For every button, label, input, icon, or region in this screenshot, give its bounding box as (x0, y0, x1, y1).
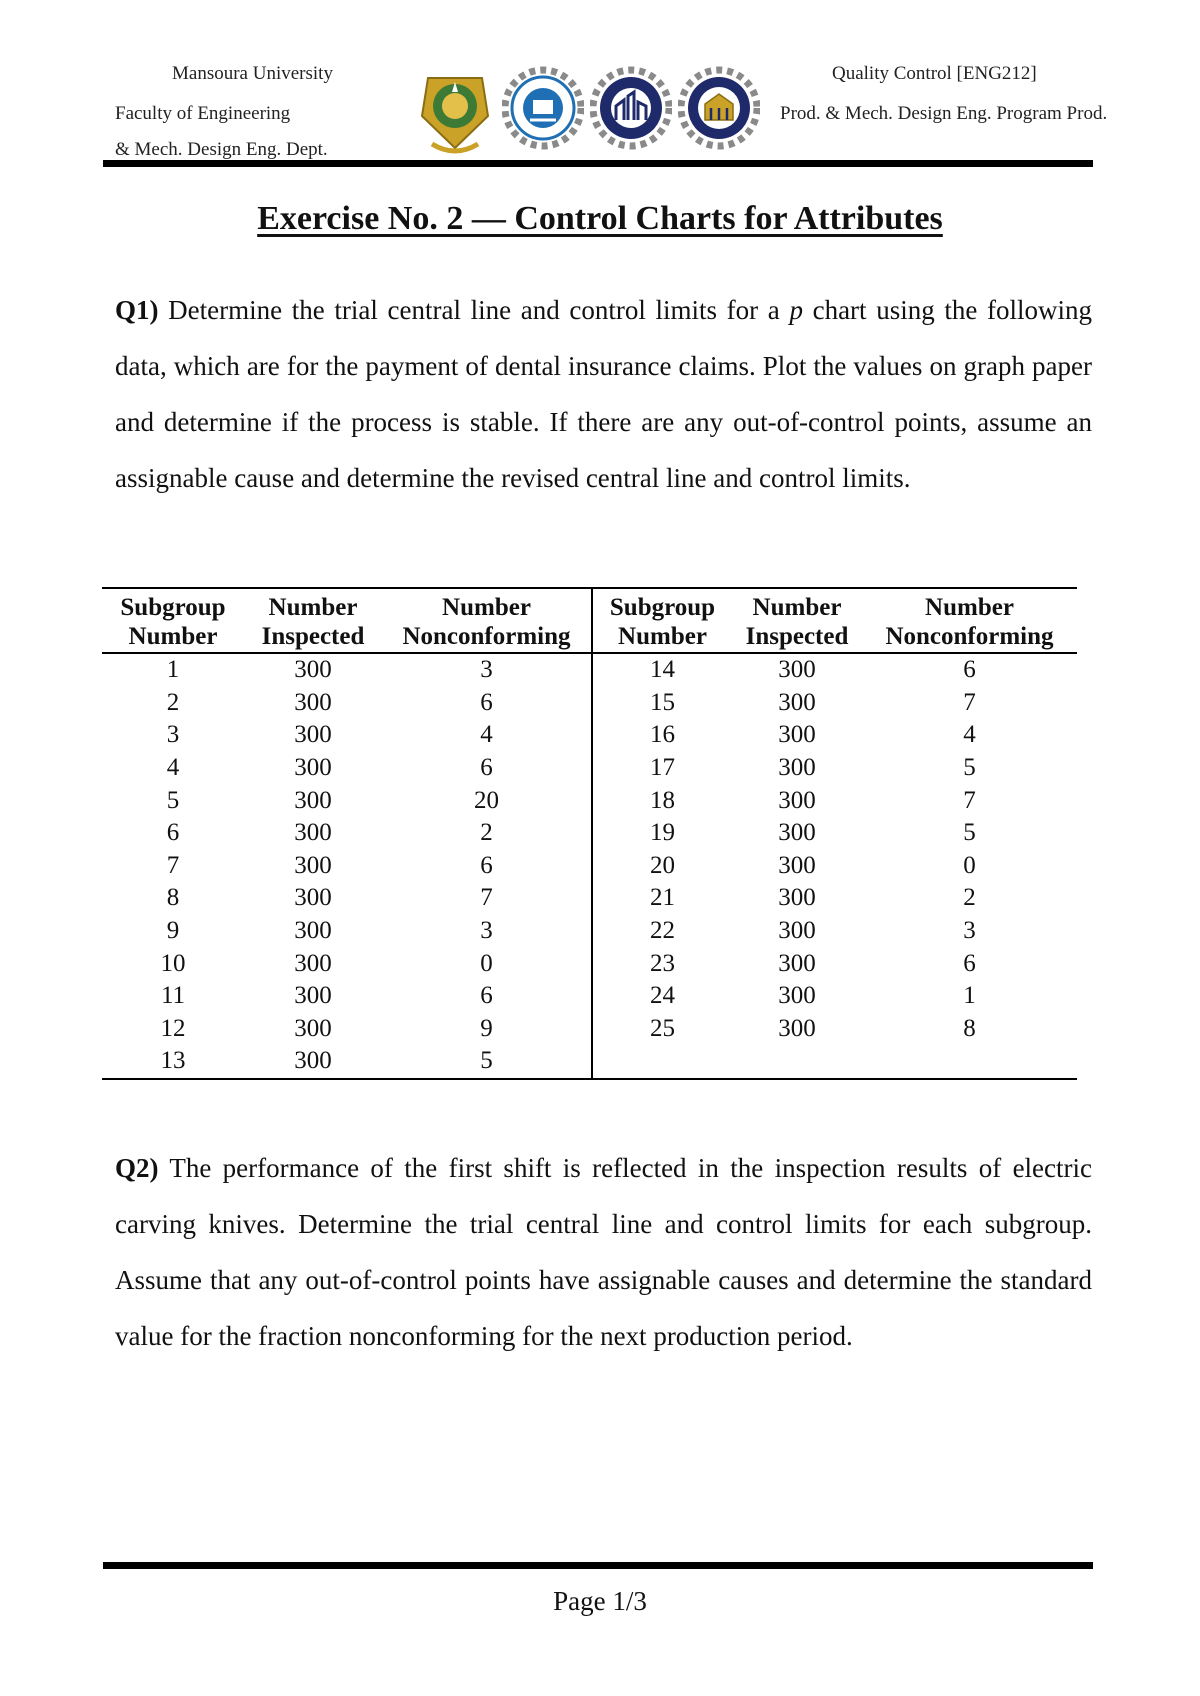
table-row (102, 850, 1077, 883)
table-cell: 23 (650, 949, 675, 977)
table-cell: 11 (160, 982, 186, 1010)
table-cell: 300 (294, 851, 332, 879)
table-cell: 3 (382, 915, 592, 948)
table-cell (862, 1045, 1077, 1079)
table-cell: 300 (778, 884, 816, 912)
page-title: Exercise No. 2 — Control Charts for Attributes (257, 200, 943, 237)
table-cell: 300 (778, 688, 816, 716)
table-header: Subgroup Number (592, 588, 732, 653)
table-cell: 5 (963, 754, 976, 782)
table-cell: 6 (963, 949, 976, 977)
table-header: Number Nonconforming (862, 588, 1077, 653)
table-row (102, 687, 1077, 720)
table-header: Subgroup Number (102, 588, 244, 653)
table-cell: 3 (166, 721, 180, 749)
question-1 (115, 282, 1092, 506)
table-cell: 19 (650, 819, 675, 847)
table-cell: 300 (778, 754, 816, 782)
table-cell: 6 (382, 687, 592, 720)
table-cell: 6 (166, 819, 180, 847)
table-cell: 3 (963, 917, 976, 945)
table-cell: 4 (382, 719, 592, 752)
table-header: Number Inspected (732, 588, 862, 653)
question-1-text-start: Determine the trial central line and control limits for a (158, 295, 790, 325)
table-row (102, 1013, 1077, 1046)
header-logos (414, 58, 766, 158)
table-cell: 4 (166, 754, 180, 782)
table-cell: 300 (244, 1045, 382, 1079)
table-header: Number Nonconforming (382, 588, 592, 653)
question-1-label: Q1) (115, 295, 159, 325)
table-cell: 300 (294, 1014, 332, 1042)
table-row (102, 719, 1077, 752)
table-cell: 0 (382, 947, 592, 980)
building-gear-emblem-icon (590, 58, 672, 158)
question-1-text-end: chart using the following data, which are for the payment of dental insurance claims. Plot the values on graph paper and determine if the process is stable. If there are any out-of-control points, assume an assignable cause and determine the revised central line and control limits. (115, 295, 1092, 493)
table-cell: 13 (102, 1045, 244, 1079)
table-cell: 8 (963, 1014, 976, 1042)
table-cell: 14 (650, 656, 675, 684)
table-cell: 300 (294, 786, 332, 814)
table-cell: 4 (963, 721, 976, 749)
header-university: Mansoura University (172, 63, 333, 84)
table-cell (592, 1045, 732, 1079)
table-cell: 16 (650, 721, 675, 749)
table-cell: 12 (160, 1014, 186, 1042)
table-cell: 5 (963, 819, 976, 847)
table-cell: 6 (382, 850, 592, 883)
table-row (102, 817, 1077, 850)
table-cell: 300 (294, 982, 332, 1010)
table-cell: 2 (963, 884, 976, 912)
table-cell: 300 (294, 656, 332, 684)
table-cell: 1 (963, 982, 976, 1010)
table-cell: 10 (160, 949, 186, 977)
header-program: Prod. & Mech. Design Eng. Program Prod. (780, 103, 1108, 124)
table-cell: 18 (650, 786, 675, 814)
table-cell: 7 (166, 851, 180, 879)
table-cell: 300 (778, 851, 816, 879)
table-cell: 3 (382, 653, 592, 687)
table-cell: 5 (166, 786, 180, 814)
university-emblem-icon (414, 58, 496, 158)
page-number: Page 1/3 (553, 1586, 647, 1616)
table-body (102, 653, 1077, 1079)
table-cell: 8 (166, 884, 180, 912)
table-cell: 6 (963, 656, 976, 684)
table-row (102, 980, 1077, 1013)
data-table (102, 587, 1077, 1080)
table-row (102, 1045, 1077, 1079)
table-cell: 300 (294, 688, 332, 716)
table-row (102, 752, 1077, 785)
table-header-row (102, 588, 1077, 653)
table-cell: 300 (778, 819, 816, 847)
table-cell: 20 (382, 784, 592, 817)
table-row (102, 882, 1077, 915)
header-rule (103, 160, 1093, 167)
footer-rule (103, 1562, 1093, 1569)
table-row (102, 784, 1077, 817)
table-cell: 300 (294, 754, 332, 782)
header-faculty: Faculty of Engineering (115, 103, 291, 124)
table-cell: 300 (294, 819, 332, 847)
table-row (102, 653, 1077, 687)
table-cell: 5 (382, 1045, 592, 1079)
table-cell: 7 (382, 882, 592, 915)
table-row (102, 915, 1077, 948)
header-department: & Mech. Design Eng. Dept. (115, 139, 328, 160)
table-cell: 9 (166, 917, 180, 945)
table-cell: 17 (650, 754, 675, 782)
question-2 (115, 1140, 1092, 1364)
table-cell (732, 1045, 862, 1079)
question-1-symbol: p (789, 295, 803, 325)
table-cell: 0 (963, 851, 976, 879)
question-2-text: The performance of the first shift is reflected in the inspection results of electric carving knives. Determine the trial central line and control limits for each subgroup. Assume that any out-of-control points have assignable causes and determine the standard value for the fraction nonconforming for the next production period. (115, 1153, 1092, 1351)
table-cell: 300 (778, 982, 816, 1010)
table-cell: 9 (382, 1013, 592, 1046)
table-cell: 20 (650, 851, 675, 879)
table-cell: 6 (382, 980, 592, 1013)
table-cell: 300 (778, 786, 816, 814)
header-course: Quality Control [ENG212] (832, 63, 1037, 84)
question-2-label: Q2) (115, 1153, 159, 1183)
table-cell: 300 (778, 1014, 816, 1042)
table-cell: 2 (382, 817, 592, 850)
gear-emblem-icon (502, 58, 584, 158)
table-cell: 25 (650, 1014, 675, 1042)
table-cell: 24 (650, 982, 675, 1010)
table-cell: 7 (963, 786, 976, 814)
faculty-gear-emblem-icon (678, 58, 760, 158)
table-cell: 6 (382, 752, 592, 785)
table-row (102, 947, 1077, 980)
table-cell: 22 (650, 917, 675, 945)
table-cell: 300 (778, 949, 816, 977)
table-cell: 21 (650, 884, 675, 912)
table-cell: 300 (294, 917, 332, 945)
table-cell: 2 (166, 688, 180, 716)
table-cell: 1 (166, 656, 180, 684)
table-cell: 15 (650, 688, 675, 716)
table-cell: 300 (778, 721, 816, 749)
table-header: Number Inspected (244, 588, 382, 653)
table-cell: 300 (294, 949, 332, 977)
table-cell: 300 (294, 721, 332, 749)
table-cell: 300 (294, 884, 332, 912)
table-cell: 300 (778, 917, 816, 945)
table-cell: 7 (963, 688, 976, 716)
table-cell: 300 (778, 656, 816, 684)
